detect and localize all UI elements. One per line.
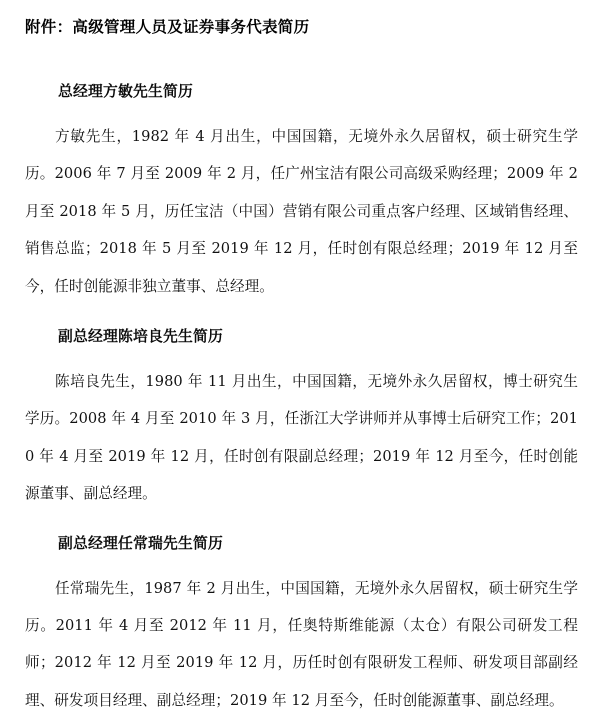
section-heading-general-manager: 总经理方敏先生简历 [58, 83, 193, 100]
spacer [25, 555, 578, 570]
section-heading-deputy-gm-chen: 副总经理陈培良先生简历 [58, 328, 223, 346]
bio-body-deputy-gm-chen: 陈培良先生，1980 年 11 月出生，中国国籍，无境外永久居留权，博士研究生学历。2008 年 4 月至 2010 年 3 月，任浙江大学讲师并从事博士后研究工作；2010 年 4 月至 2019 年 12 月，任时创有限副总经理；2019 年 12 月至今，任时创能源董事、副总经理。 [25, 373, 578, 503]
spacer [25, 348, 578, 363]
page-title: 附件：高级管理人员及证券事务代表简历 [25, 17, 310, 36]
bio-section-deputy-gm-ren [25, 533, 578, 719]
bio-section-deputy-gm-chen [25, 326, 578, 513]
section-heading-deputy-gm-ren: 副总经理任常瑞先生简历 [58, 534, 223, 552]
bio-body-general-manager: 方敏先生，1982 年 4 月出生，中国国籍，无境外永久居留权，硕士研究生学历。2006 年 7 月至 2009 年 2 月，任广州宝洁有限公司高级采购经理；2009 年 2 月至 2018 年 5 月，历任宝洁（中国）营销有限公司重点客户经理、区域销售经理、销售总监；2018 年 5 月至 2019 年 12 月，任时创有限总经理；2019 年 12 月至今，任时创能源非独立董事、总经理。 [25, 128, 578, 295]
spacer [25, 305, 578, 326]
bio-section-general-manager [25, 81, 578, 305]
spacer [25, 513, 578, 533]
bio-body-deputy-gm-ren: 任常瑞先生，1987 年 2 月出生，中国国籍，无境外永久居留权，硕士研究生学历。2011 年 4 月至 2012 年 11 月，任奥特斯维能源（太仓）有限公司研发工程师；2012 年 12 月至 2019 年 12 月，历任时创有限研发工程师、研发项目部副经理、研发项目经理、副总经理；2019 年 12 月至今，任时创能源董事、副总经理。 [25, 579, 578, 709]
spacer [25, 42, 578, 81]
document-content [25, 0, 578, 719]
spacer [25, 103, 578, 118]
